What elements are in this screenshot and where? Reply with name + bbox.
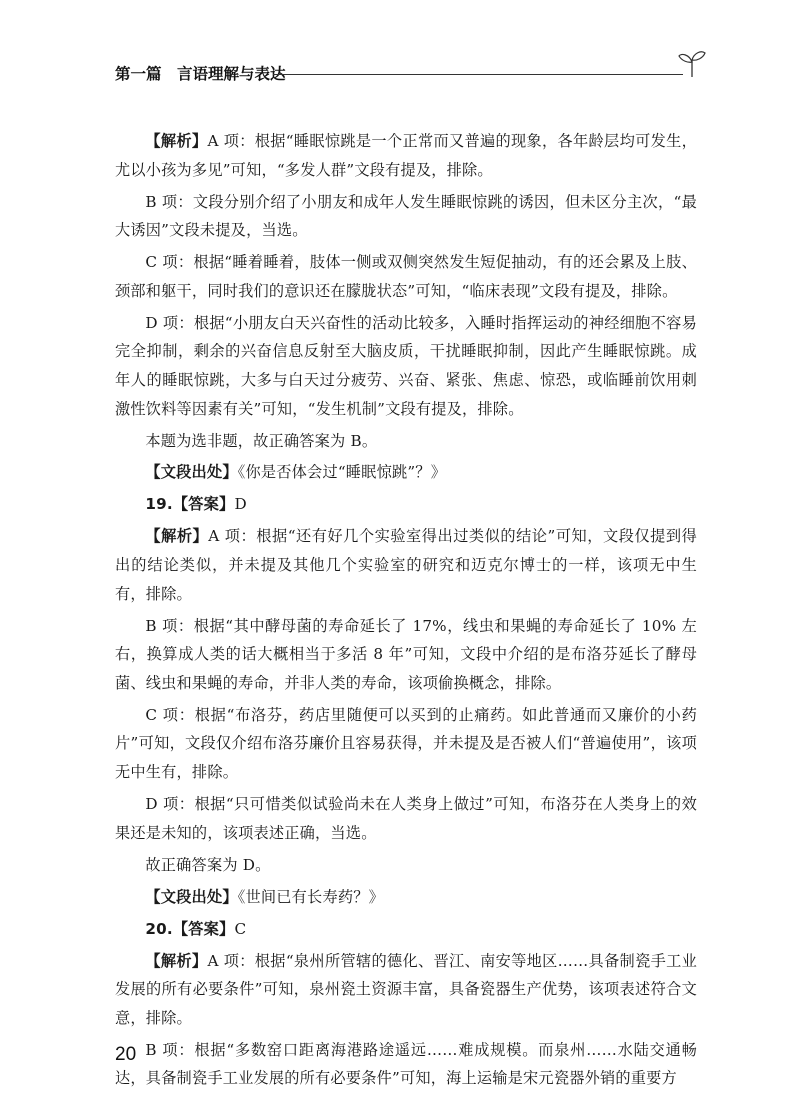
paragraph-text: C 项：根据“睡着睡着，肢体一侧或双侧突然发生短促抽动，有的还会累及上肢、颈部和躯干，同时我们的意识还在朦胧状态”可知，“临床表现”文段有提及，排除。 [115, 253, 697, 300]
paragraph [115, 612, 697, 698]
running-header [115, 62, 705, 84]
paragraph [115, 915, 697, 944]
paragraph-text: D 项：根据“小朋友白天兴奋性的活动比较多，入睡时指挥运动的神经细胞不容易完全抑制，剩余的兴奋信息反射至大脑皮质，干扰睡眠抑制，因此产生睡眠惊跳。成年人的睡眠惊跳，大多与白天过分疲劳、兴奋、紧张、焦虑、惊恐，或临睡前饮用刺激性饮料等因素有关”可知，“发生机制”文段有提及，排除。 [115, 313, 697, 418]
paragraph [115, 522, 697, 608]
paragraph-label: 【文段出处】 [145, 463, 238, 482]
header-rule [273, 74, 683, 75]
paragraph-text: 《世间已有长寿药？》 [237, 887, 384, 906]
paragraph-text: D [234, 495, 247, 514]
paragraph [115, 309, 697, 423]
paragraph [115, 248, 697, 305]
paragraph-text: B 项：根据“多数窑口距离海港路途遥远……难成规模。而泉州……水陆交通畅达，具备制瓷手工业发展的所有必要条件”可知，海上运输是宋元瓷器外销的重要方 [115, 1040, 697, 1088]
paragraph-label: 【文段出处】 [145, 887, 238, 906]
paragraph-label: 【解析】 [145, 951, 208, 970]
paragraph [115, 883, 697, 912]
paragraph-label: 19.【答案】 [145, 495, 235, 514]
paragraph [115, 458, 697, 487]
paragraph-label: 【解析】 [145, 132, 208, 150]
paragraph-text: A 项：根据“泉州所管辖的德化、晋江、南安等地区……具备制瓷手工业发展的所有必要条件”可知，泉州瓷土资源丰富，具备瓷器生产优势，该项表述符合文意，排除。 [115, 951, 697, 1027]
paragraph-text: 本题为选非题，故正确答案为 B。 [145, 431, 378, 450]
paragraph-text: C [234, 919, 247, 938]
paragraph-text: A 项：根据“睡眠惊跳是一个正常而又普遍的现象，各年龄层均可发生，尤以小孩为多见”可知，“多发人群”文段有提及，排除。 [115, 132, 697, 179]
paragraph-label: 【解析】 [145, 527, 209, 546]
paragraph [115, 188, 697, 245]
paragraph-text: B 项：文段分别介绍了小朋友和成年人发生睡眠惊跳的诱因，但未区分主次，“最大诱因”文段未提及，当选。 [115, 192, 697, 240]
paragraph-text: D 项：根据“只可惜类似试验尚未在人类身上做过”可知，布洛芬在人类身上的效果还是未知的，该项表述正确，当选。 [115, 794, 697, 842]
paragraph-text: A 项：根据“还有好几个实验室得出过类似的结论”可知，文段仅提到得出的结论类似，并未提及其他几个实验室的研究和迈克尔博士的一样，该项无中生有，排除。 [115, 527, 697, 603]
paragraph [115, 701, 697, 787]
page-number: 20 [115, 1044, 137, 1065]
paragraph-text: 《你是否体会过“睡眠惊跳”？》 [237, 463, 447, 482]
paragraph [115, 127, 697, 184]
paragraph-text: B 项：根据“其中酵母菌的寿命延长了 17%，线虫和果蝇的寿命延长了 10% 左右，换算成人类的话大概相当于多活 8 年”可知，文段中介绍的是布洛芬延长了酵母菌、线虫和果蝇的寿命，并非人类的寿命，该项偷换概念，排除。 [115, 616, 697, 692]
paragraph [115, 790, 697, 847]
paragraph-text: 故正确答案为 D。 [145, 855, 271, 874]
paragraph [115, 947, 697, 1033]
section-title: 第一篇 言语理解与表达 [115, 65, 286, 83]
sprout-icon [677, 48, 707, 78]
paragraph [115, 490, 697, 519]
paragraph [115, 1036, 697, 1093]
paragraph [115, 427, 697, 456]
paragraph [115, 851, 697, 880]
paragraph-label: 20.【答案】 [145, 919, 235, 938]
body-text [115, 127, 697, 1096]
paragraph-text: C 项：根据“布洛芬，药店里随便可以买到的止痛药。如此普通而又廉价的小药片”可知，文段仅介绍布洛芬廉价且容易获得，并未提及是否被人们“普遍使用”，该项无中生有，排除。 [115, 705, 697, 781]
